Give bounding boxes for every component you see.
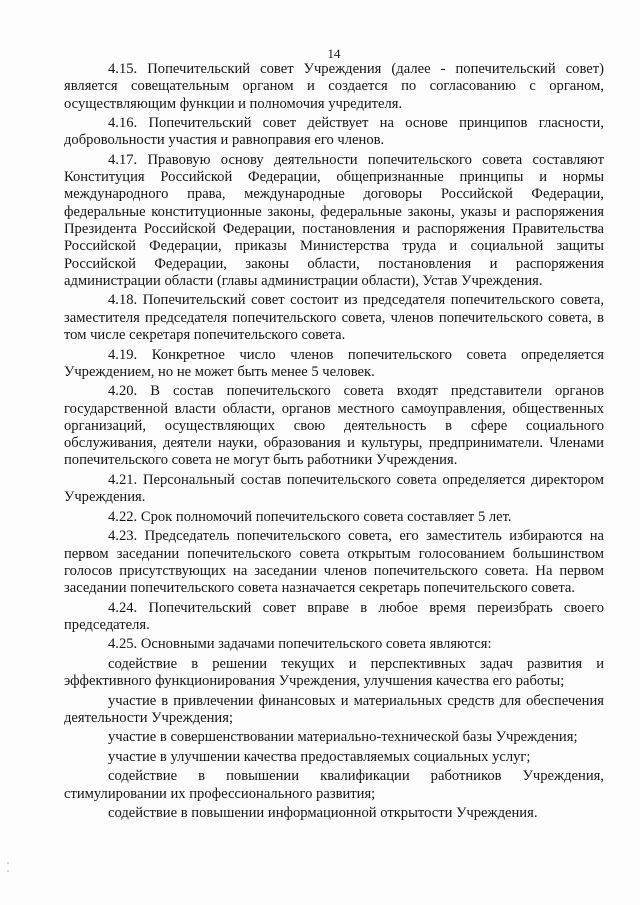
paragraph-4-22: 4.22. Срок полномочий попечительского совета составляет 5 лет. <box>108 508 512 525</box>
task-item: участие в улучшении качества предоставляемых социальных услуг; <box>108 748 531 765</box>
paragraph-4-16: 4.16. Попечительский совет действует на основе принципов гласности, добровольности участия и равноправия его членов. <box>64 115 604 149</box>
paragraph-4-25: 4.25. Основными задачами попечительского совета являются: <box>108 636 492 653</box>
page-number: 14 <box>327 46 341 61</box>
task-item: содействие в повышении информационной открытости Учреждения. <box>108 805 538 822</box>
document-body <box>64 61 604 825</box>
paragraph-4-15: 4.15. Попечительский совет Учреждения (далее - попечительский совет) является совещательным органом и создается по согласованию с органом, осуществляющим функции и полномочия учредителя. <box>64 61 604 112</box>
task-item: содействие в решении текущих и перспективных задач развития и эффективного функционирования Учреждения, улучшения качества его работы; <box>64 655 604 690</box>
scan-artifact <box>7 862 9 864</box>
paragraph-4-17: 4.17. Правовую основу деятельности попечительского совета составляют Конституция Российской Федерации, общепризнанные принципы и нормы международного права, международные договоры Российской Федерации, федеральные конституционные законы, федеральные законы, указы и распоряжения Президента Российской Федерации, постановления и распоряжения Правительства Российской Федерации, приказы Министерства труда и социальной защиты Российской Федерации, законы области, постановления и распоряжения администрации области (главы администрации области), Устав Учреждения. <box>64 151 604 289</box>
task-item: содействие в повышении квалификации работников Учреждения, стимулировании их профессионального развития; <box>64 768 604 802</box>
scan-artifact <box>7 870 9 872</box>
paragraph-4-23: 4.23. Председатель попечительского совета, его заместитель избираются на первом заседании попечительского совета открытым голосованием большинством голосов присутствующих на заседании членов попечительского совета. На первом заседании попечительского совета назначается секретарь попечительского совета. <box>64 528 604 597</box>
paragraph-4-18: 4.18. Попечительский совет состоит из председателя попечительского совета, заместителя председателя попечительского совета, членов попечительского совета, в том числе секретаря попечительского совета. <box>64 292 604 344</box>
paragraph-4-20: 4.20. В состав попечительского совета входят представители органов государственной власти области, органов местного самоуправления, общественных организаций, осуществляющих свою деятельность в сфере социального обслуживания, деятели науки, образования и культуры, предприниматели. Членами попечительского совета не могут быть работники Учреждения. <box>64 383 604 469</box>
task-item: участие в привлечении финансовых и материальных средств для обеспечения деятельности Учреждения; <box>64 692 604 726</box>
paragraph-4-21: 4.21. Персональный состав попечительского совета определяется директором Учреждения. <box>64 471 604 506</box>
paragraph-4-24: 4.24. Попечительский совет вправе в любое время переизбрать своего председателя. <box>64 599 604 633</box>
paragraph-4-19: 4.19. Конкретное число членов попечительского совета определяется Учреждением, но не может быть менее 5 человек. <box>64 346 604 380</box>
task-item: участие в совершенствовании материально-технической базы Учреждения; <box>108 729 578 746</box>
